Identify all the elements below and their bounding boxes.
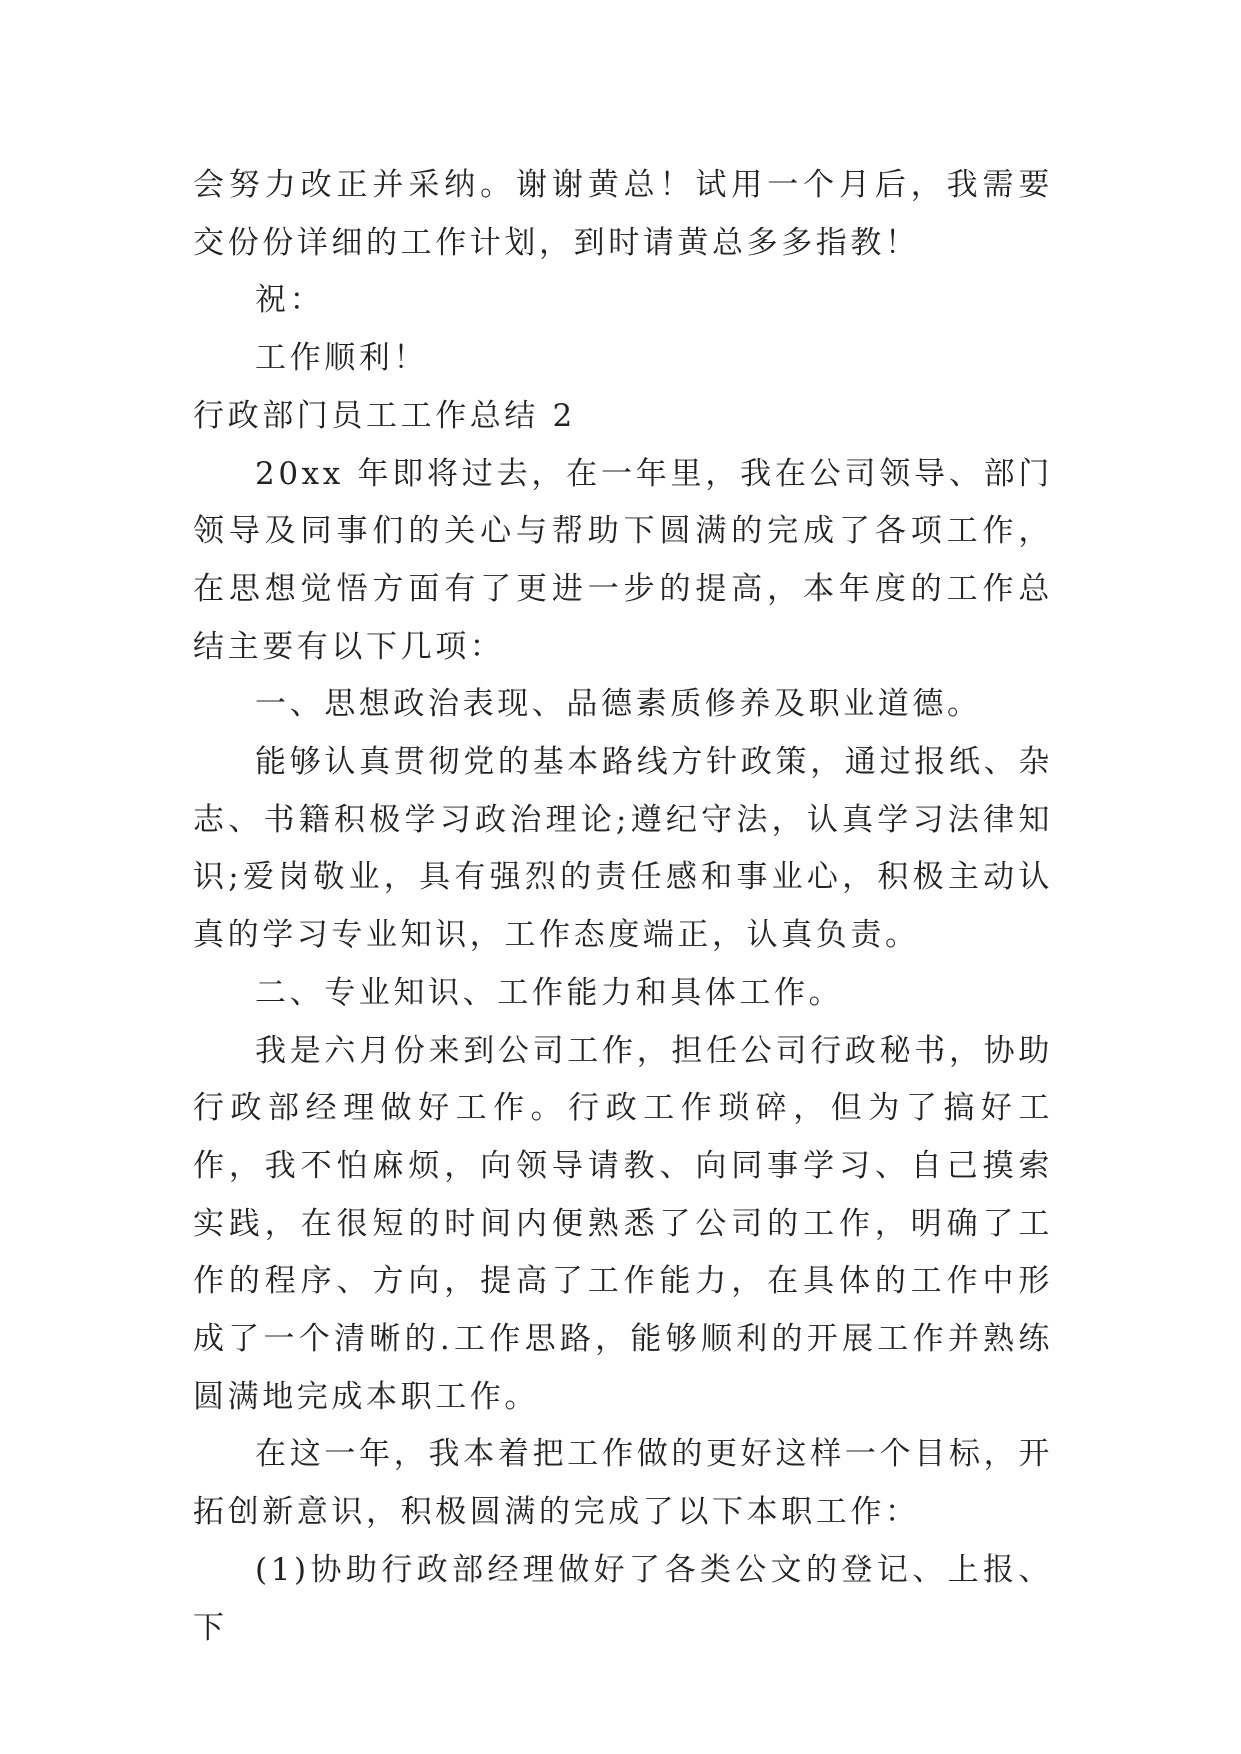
document-body xyxy=(193,157,1053,1657)
paragraph-work: 我是六月份来到公司工作，担任公司行政秘书，协助行政部经理做好工作。行政工作琐碎，但为了搞好工作，我不怕麻烦，向领导请教、向同事学习、自己摸索实践，在很短的时间内便熟悉了公司的工作，明确了工作的程序、方向，提高了工作能力，在具体的工作中形成了一个清晰的.工作思路，能够顺利的开展工作并熟练圆满地完成本职工作。 xyxy=(193,1032,1053,1415)
section-title: 行政部门员工工作总结 2 xyxy=(193,397,576,434)
paragraph-intro: 20xx 年即将过去，在一年里，我在公司领导、部门领导及同事们的关心与帮助下圆满的完成了各项工作，在思想觉悟方面有了更进一步的提高，本年度的工作总结主要有以下几项： xyxy=(193,455,1053,665)
paragraph-closing-remarks: 会努力改正并采纳。谢谢黄总！试用一个月后，我需要交份份详细的工作计划，到时请黄总多多指教！ xyxy=(193,167,1053,261)
paragraph-salutation: 祝： xyxy=(255,282,325,319)
paragraph-politics: 能够认真贯彻党的基本路线方针政策，通过报纸、杂志、书籍积极学习政治理论;遵纪守法，认真学习法律知识;爱岗敬业，具有强烈的责任感和事业心，积极主动认真的学习专业知识，工作态度端正，认真负责。 xyxy=(193,744,1053,954)
heading-two: 二、专业知识、工作能力和具体工作。 xyxy=(255,974,844,1011)
list-item-1: (1)协助行政部经理做好了各类公文的登记、上报、下 xyxy=(193,1551,1053,1646)
heading-one: 一、思想政治表现、品德素质修养及职业道德。 xyxy=(255,686,982,723)
paragraph-wish: 工作顺利！ xyxy=(255,340,428,377)
paragraph-year: 在这一年，我本着把工作做的更好这样一个目标，开拓创新意识，积极圆满的完成了以下本职工作： xyxy=(193,1436,1053,1531)
